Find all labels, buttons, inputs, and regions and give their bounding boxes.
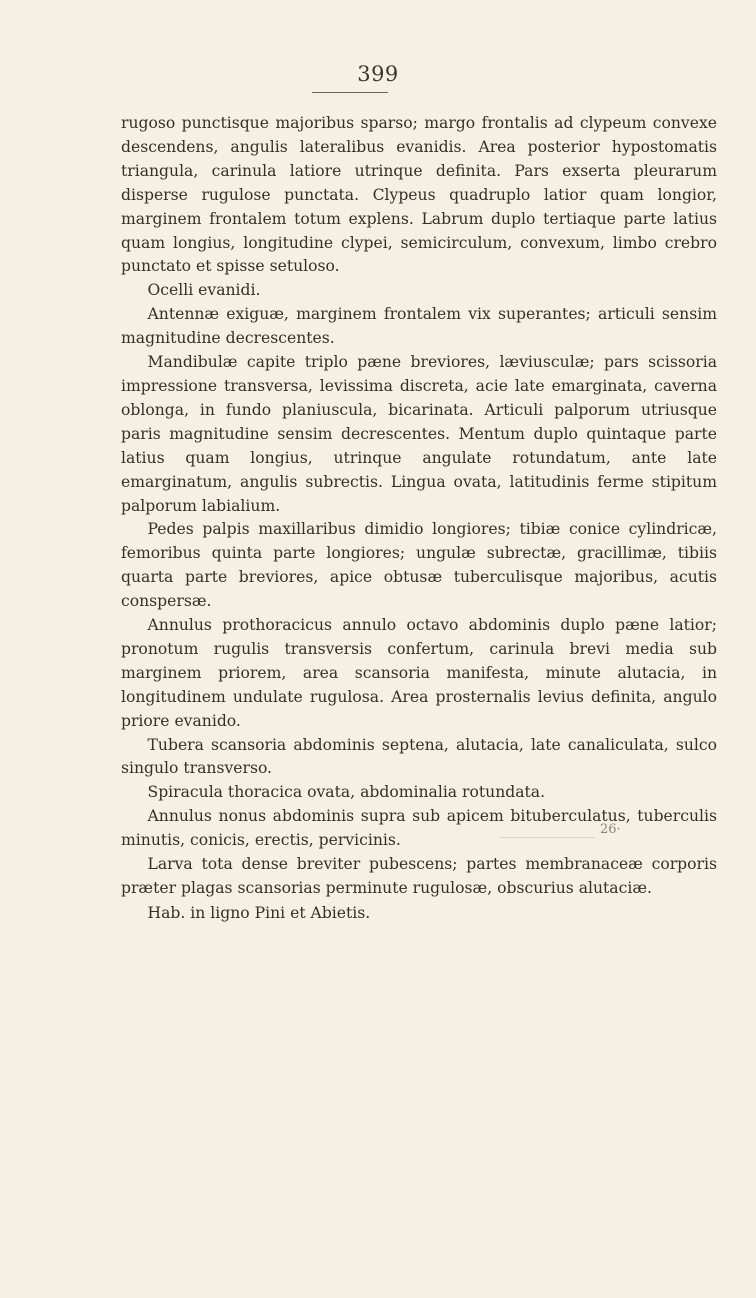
paragraph-continuation: rugoso punctisque majoribus sparso; margo frontalis ad clypeum convexe descendens, angulis lateralibus evanidis. Area posterior hypostomatis triangula, carinula latiore utrinque definita. Pars exserta pleurarum disperse rugulose punctata. Clypeus quadruplo latior quam longior, marginem frontalem totum explens. Labrum duplo tertiaque parte latius quam longius, longitudine clypei, semicirculum, convexum, limbo crebro punctato et spisse setuloso. [121, 114, 717, 276]
paragraph-habitat: Hab. in ligno Pini et Abietis. [147, 903, 371, 922]
paragraph-annulus-prothoracicus: Annulus prothoracicus annulo octavo abdominis duplo pæne latior; pronotum rugulis transversis confertum, carinula brevi media sub marginem priorem, area scansoria manifesta, minute alutacia, in longitudinem undulate rugulosa. Area prosternalis levius definita, angulo priore evanido. [121, 616, 717, 730]
paragraph-mandibulae: Mandibulæ capite triplo pæne breviores, læviusculæ; pars scissoria impressione transversa, levissima discreta, acie late emarginata, caverna oblonga, in fundo planiuscula, bicarinata. Articuli palporum utriusque paris magnitudine sensim decrescentes. Mentum duplo quintaque parte latius quam longius, utrinque angulate rotundatum, ante late emarginatum, angulis subrectis. Lingua ovata, latitudinis ferme stipitum palporum labialium. [121, 353, 717, 515]
header-rule [312, 92, 388, 93]
paragraph-spiracula: Spiracula thoracica ovata, abdominalia rotundata. [147, 783, 546, 802]
footer-rule [500, 837, 595, 838]
paragraph-pedes: Pedes palpis maxillaribus dimidio longiores; tibiæ conice cylindricæ, femoribus quinta parte longiores; ungulæ subrectæ, gracillimæ, tibiis quarta parte breviores, apice obtusæ tuberculisque majoribus, acutis conspersæ. [121, 520, 717, 611]
paragraph-larva: Larva tota dense breviter pubescens; partes membranaceæ corporis præter plagas scansorias perminute rugulosæ, obscurius alutaciæ. [121, 855, 717, 897]
page-number: 399 [357, 62, 399, 86]
body-text [121, 112, 717, 926]
paragraph-ocelli: Ocelli evanidi. [147, 281, 261, 300]
paragraph-tubera: Tubera scansoria abdominis septena, alutacia, late canaliculata, sulco singulo transverso. [121, 735, 717, 778]
paragraph-annulus-nonus: Annulus nonus abdominis supra sub apicem bituberculatus, tuberculis minutis, conicis, erectis, pervicinis. [121, 807, 717, 850]
paragraph-antennae: Antennæ exiguæ, marginem frontalem vix superantes; articuli sensim magnitudine decrescentes. [121, 305, 717, 348]
printer-signature: 26· [600, 822, 621, 837]
